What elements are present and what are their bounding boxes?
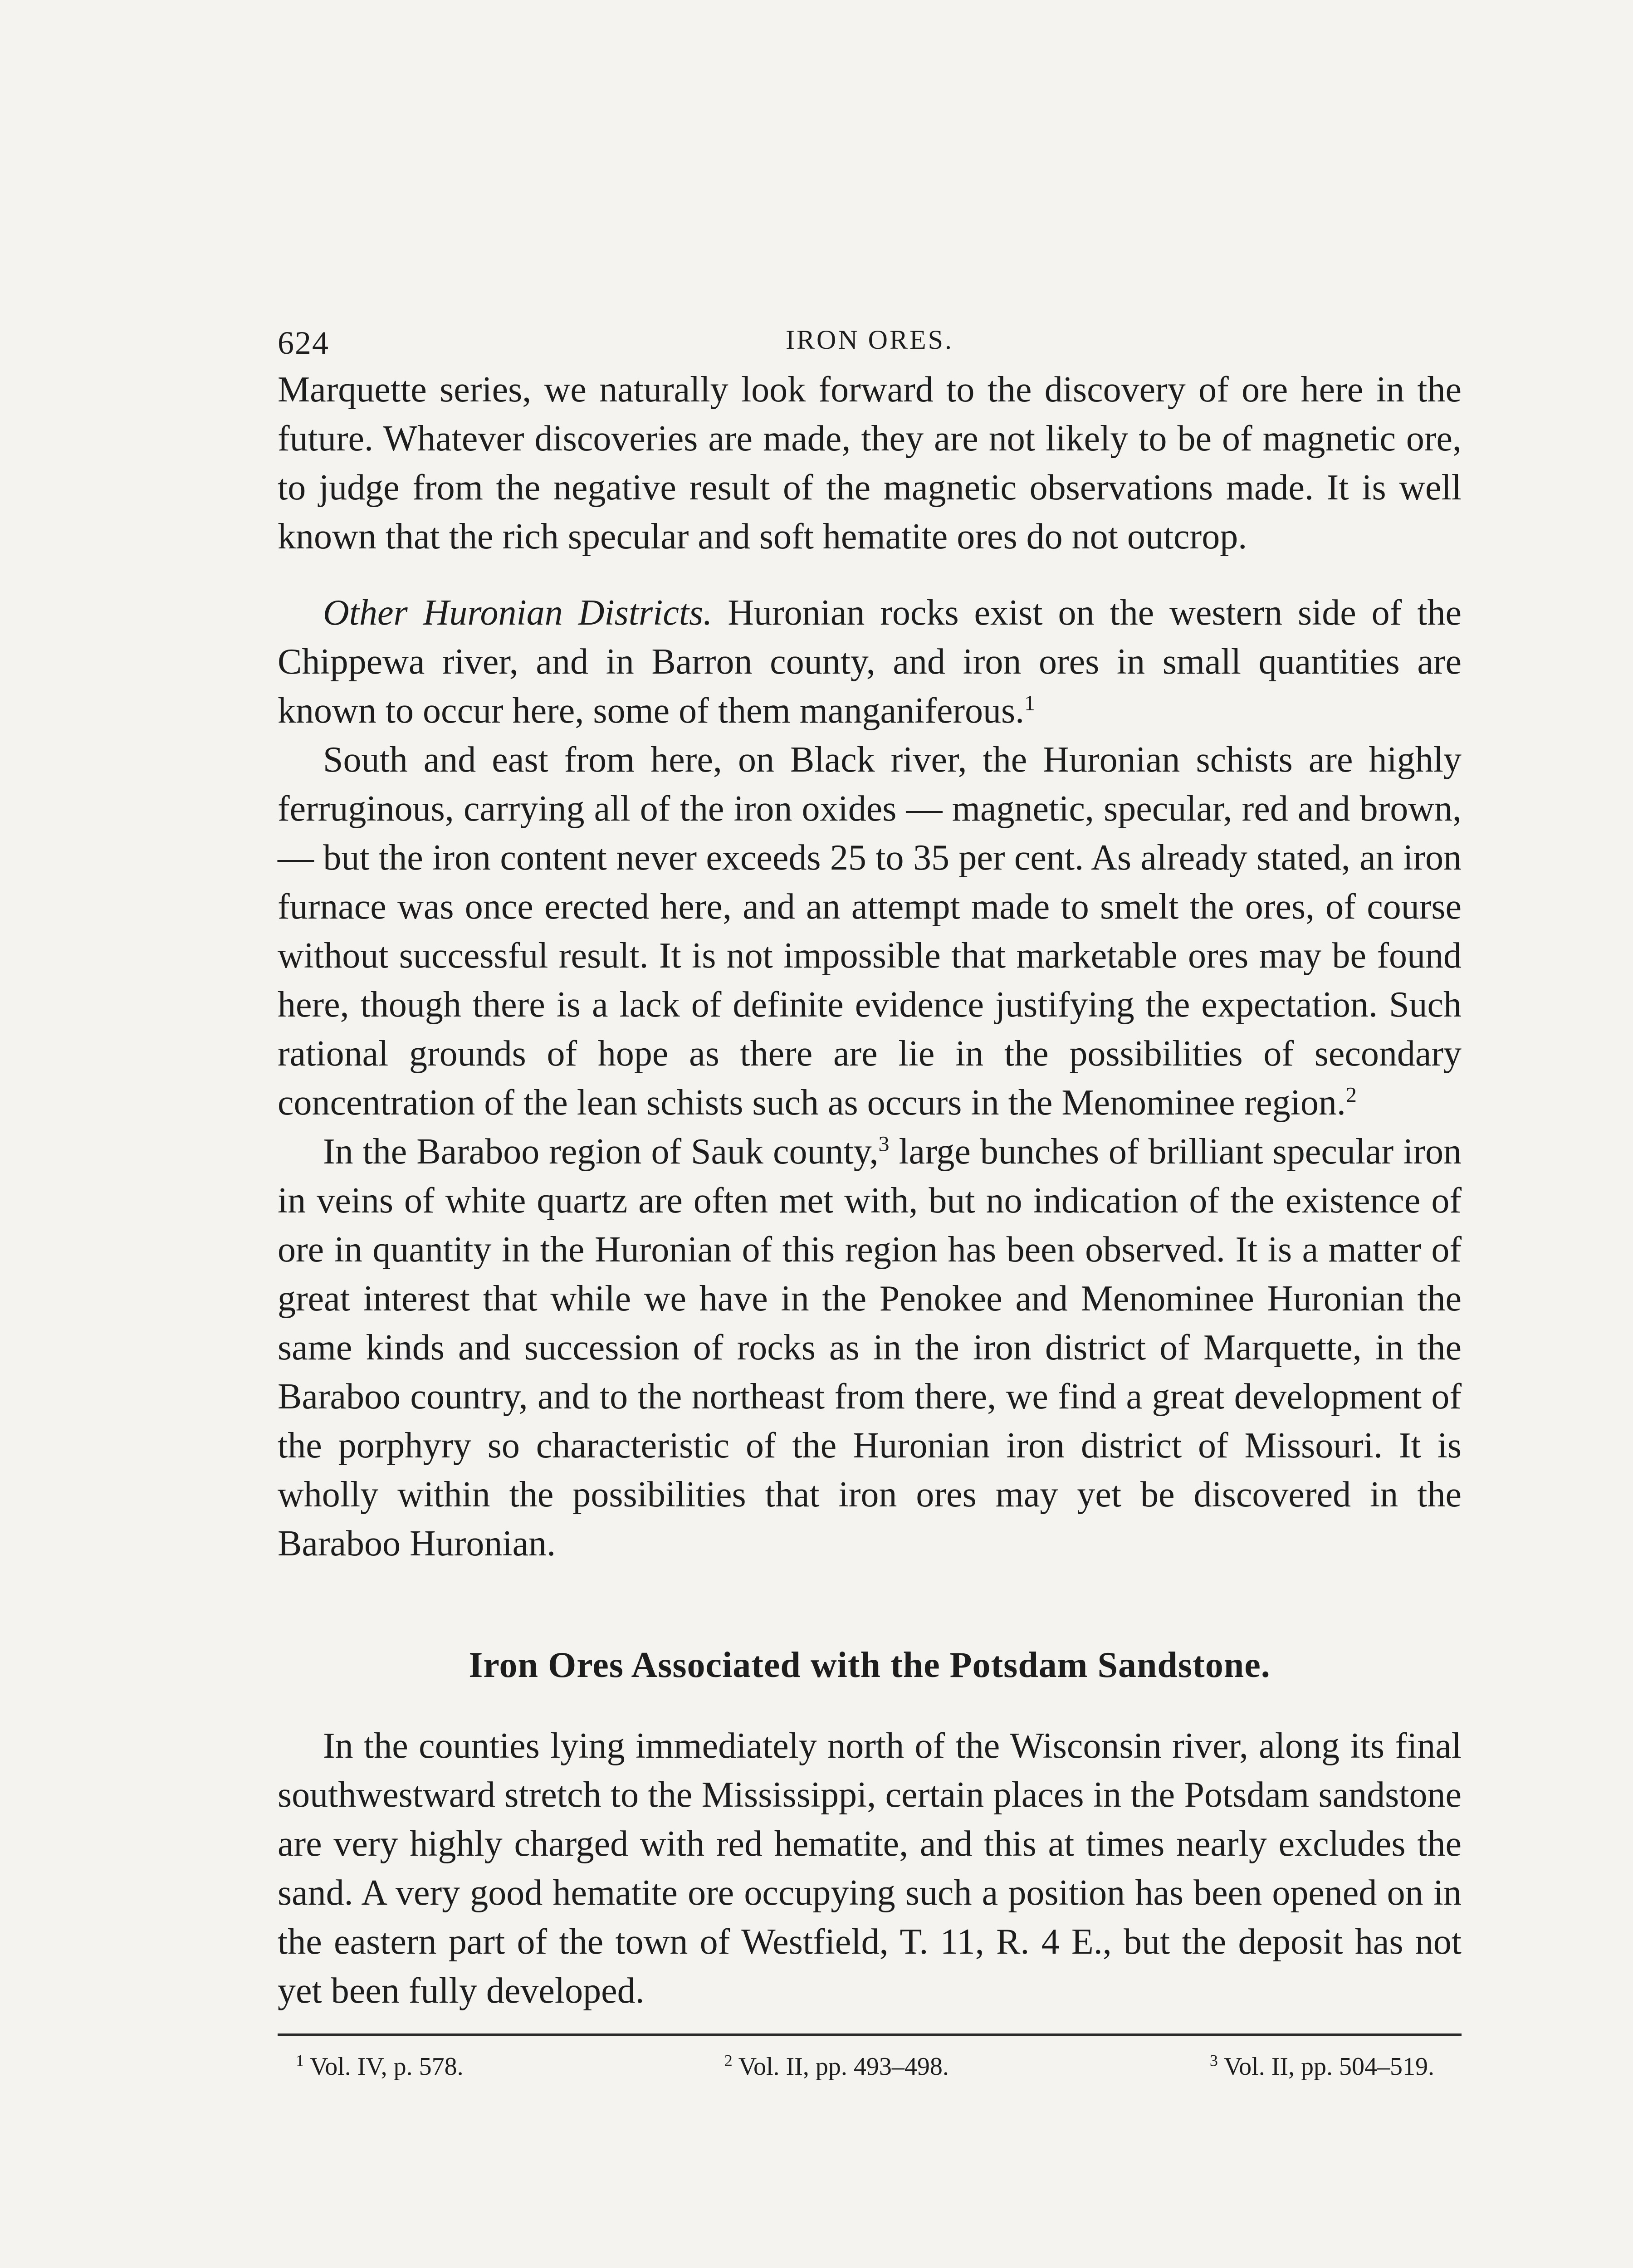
footnote-mark: 1	[296, 2051, 304, 2070]
page-header	[278, 297, 1462, 365]
footnote-3	[1210, 2052, 1434, 2081]
footnote-mark: 3	[1209, 2051, 1218, 2070]
paragraph-text: Huronian rocks exist on the western side of the Chippewa river, and in Barron county, and iron ores in small quantities are known to occur here, some of them manganiferous.	[278, 593, 1462, 731]
footnote-text: Vol. II, pp. 504–519.	[1223, 2053, 1434, 2081]
paragraph-black-river	[278, 735, 1462, 1127]
footnote-2	[724, 2052, 949, 2081]
footnote-text: Vol. IV, p. 578.	[310, 2053, 464, 2081]
running-head: IRON ORES.	[785, 325, 954, 355]
paragraph-text: South and east from here, on Black river, the Huronian schists are highly ferruginous, carrying all of the iron oxides — magnetic, specular, red and brown,— but the iron content never exceeds 25 to 35 per cent. As already stated, an iron furnace was once erected here, and an attempt made to smelt the ores, of course without successful result. It is not impossible that marketable ores may be found here, though there is a lack of definite evidence justifying the expectation. Such rational grounds of hope as there are lie in the possibilities of secondary concentration of the lean schists such as occurs in the Menominee region.	[278, 740, 1462, 1123]
footnote-mark: 2	[724, 2051, 733, 2070]
paragraph-other-huronian-districts	[278, 588, 1462, 735]
paragraph-marquette-series: Marquette series, we naturally look forward to the discovery of ore here in the future. Whatever discoveries are made, they are not likely to be of magnetic ore, to judge from the negative result of the magnetic observations made. It is well known that the rich specular and soft hematite ores do not outcrop.	[278, 370, 1462, 557]
section-heading: Iron Ores Associated with the Potsdam Sandstone.	[469, 1645, 1271, 1685]
footnote-ref-1: 1	[1024, 691, 1036, 715]
paragraph-potsdam-sandstone: In the counties lying immediately north of the Wisconsin river, along its final southwestward stretch to the Mississippi, certain places in the Potsdam sandstone are very highly charged with red hematite, and this at times nearly excludes the sand. A very good hematite ore occupying such a position has been opened on in the eastern part of the town of Westfield, T. 11, R. 4 E., but the deposit has not yet been fully developed.	[278, 1726, 1462, 2011]
footnote-ref-2: 2	[1345, 1083, 1357, 1107]
run-in-heading: Other Huronian Districts.	[323, 593, 713, 633]
footnote-text: Vol. II, pp. 493–498.	[738, 2053, 949, 2081]
footnotes	[278, 2039, 1462, 2081]
book-page	[278, 297, 1462, 2268]
footnote-ref-3: 3	[878, 1132, 890, 1156]
page-number: 624	[278, 325, 329, 361]
paragraph-text: In the Baraboo region of Sauk county,	[323, 1132, 879, 1172]
footnote-1	[296, 2052, 464, 2081]
paragraph-baraboo-region	[278, 1127, 1462, 1568]
paragraph-text: large bunches of brilliant specular iron in veins of white quartz are often met with, but no indication of the existence of ore in quantity in the Huronian of this region has been observed. It is a matter of great interest that while we have in the Penokee and Menominee Huronian the same kinds and succession of rocks as in the iron district of Marquette, in the Baraboo country, and to the northeast from there, we find a great development of the porphyry so characteristic of the Huronian iron district of Missouri. It is wholly within the possibilities that iron ores may yet be discovered in the Baraboo Huronian.	[278, 1132, 1462, 1564]
footnote-divider	[278, 2033, 1462, 2036]
